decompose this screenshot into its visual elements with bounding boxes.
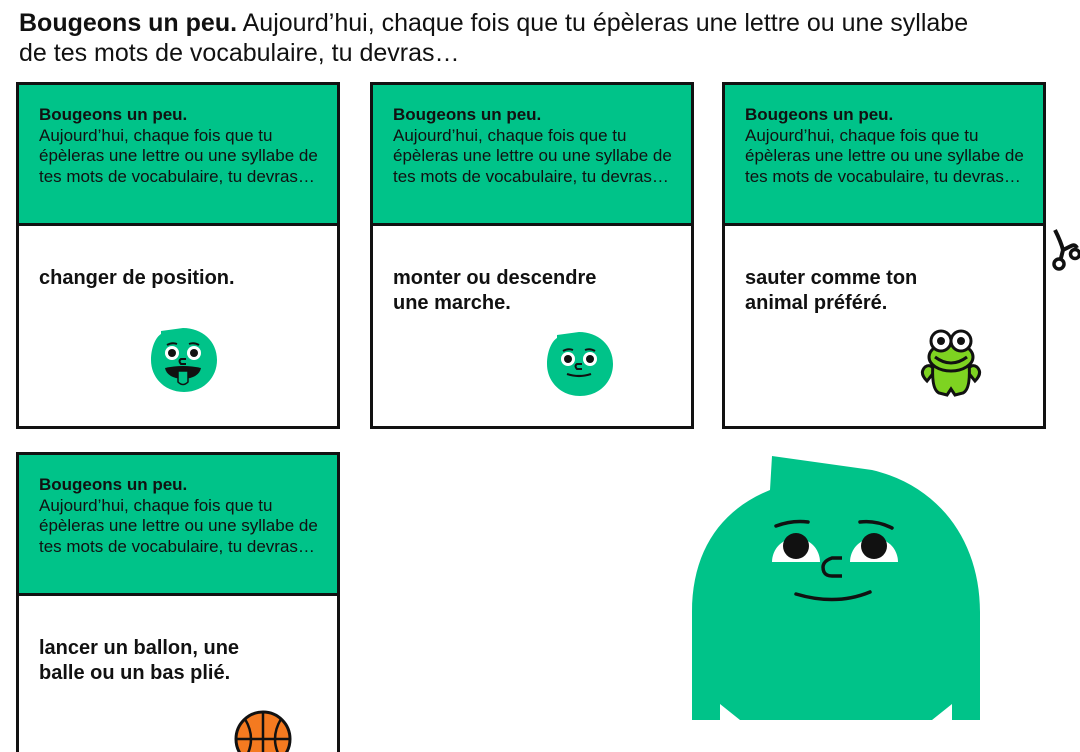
page-title-rest: Aujourd’hui, chaque fois que tu épèleras une lettre ou une syllabe de tes mots de vocabulaire, tu devras… [19, 9, 969, 67]
activity-card-4 [16, 452, 340, 752]
card-action-text: sauter comme ton animal préféré. [745, 267, 918, 314]
card-action-text: lancer un ballon, une balle ou un bas plié. [39, 637, 240, 684]
card-header [373, 85, 691, 226]
green-mascot-character [690, 452, 982, 720]
activity-card-2 [370, 82, 694, 429]
card-header-body: Aujourd’hui, chaque fois que tu épèleras une lettre ou une syllabe de tes mots de vocabulaire, tu devras… [745, 125, 1024, 186]
card-body [19, 596, 337, 686]
card-body [725, 226, 1043, 316]
activity-card-1 [16, 82, 340, 429]
card-action-text: changer de position. [39, 267, 235, 289]
card-header [19, 455, 337, 596]
tongue-out-face-icon [147, 323, 219, 400]
card-header [725, 85, 1043, 226]
frog-icon [917, 323, 985, 404]
card-body [19, 226, 337, 291]
basketball-icon [233, 709, 293, 752]
page-title [19, 8, 979, 68]
page-title-bold: Bougeons un peu. [19, 9, 238, 37]
card-header-body: Aujourd’hui, chaque fois que tu épèleras une lettre ou une syllabe de tes mots de vocabulaire, tu devras… [393, 125, 672, 186]
card-header-bold: Bougeons un peu. [745, 105, 894, 124]
card-header-body: Aujourd’hui, chaque fois que tu épèleras une lettre ou une syllabe de tes mots de vocabulaire, tu devras… [39, 125, 318, 186]
card-header-body: Aujourd’hui, chaque fois que tu épèleras une lettre ou une syllabe de tes mots de vocabulaire, tu devras… [39, 495, 318, 556]
card-header [19, 85, 337, 226]
card-body [373, 226, 691, 316]
card-action-text: monter ou descendre une marche. [393, 267, 597, 314]
card-header-bold: Bougeons un peu. [39, 475, 188, 494]
card-header-bold: Bougeons un peu. [39, 105, 188, 124]
activity-card-3 [722, 82, 1046, 429]
smiling-face-icon [543, 327, 615, 404]
scissors-icon [1049, 228, 1080, 272]
card-header-bold: Bougeons un peu. [393, 105, 542, 124]
